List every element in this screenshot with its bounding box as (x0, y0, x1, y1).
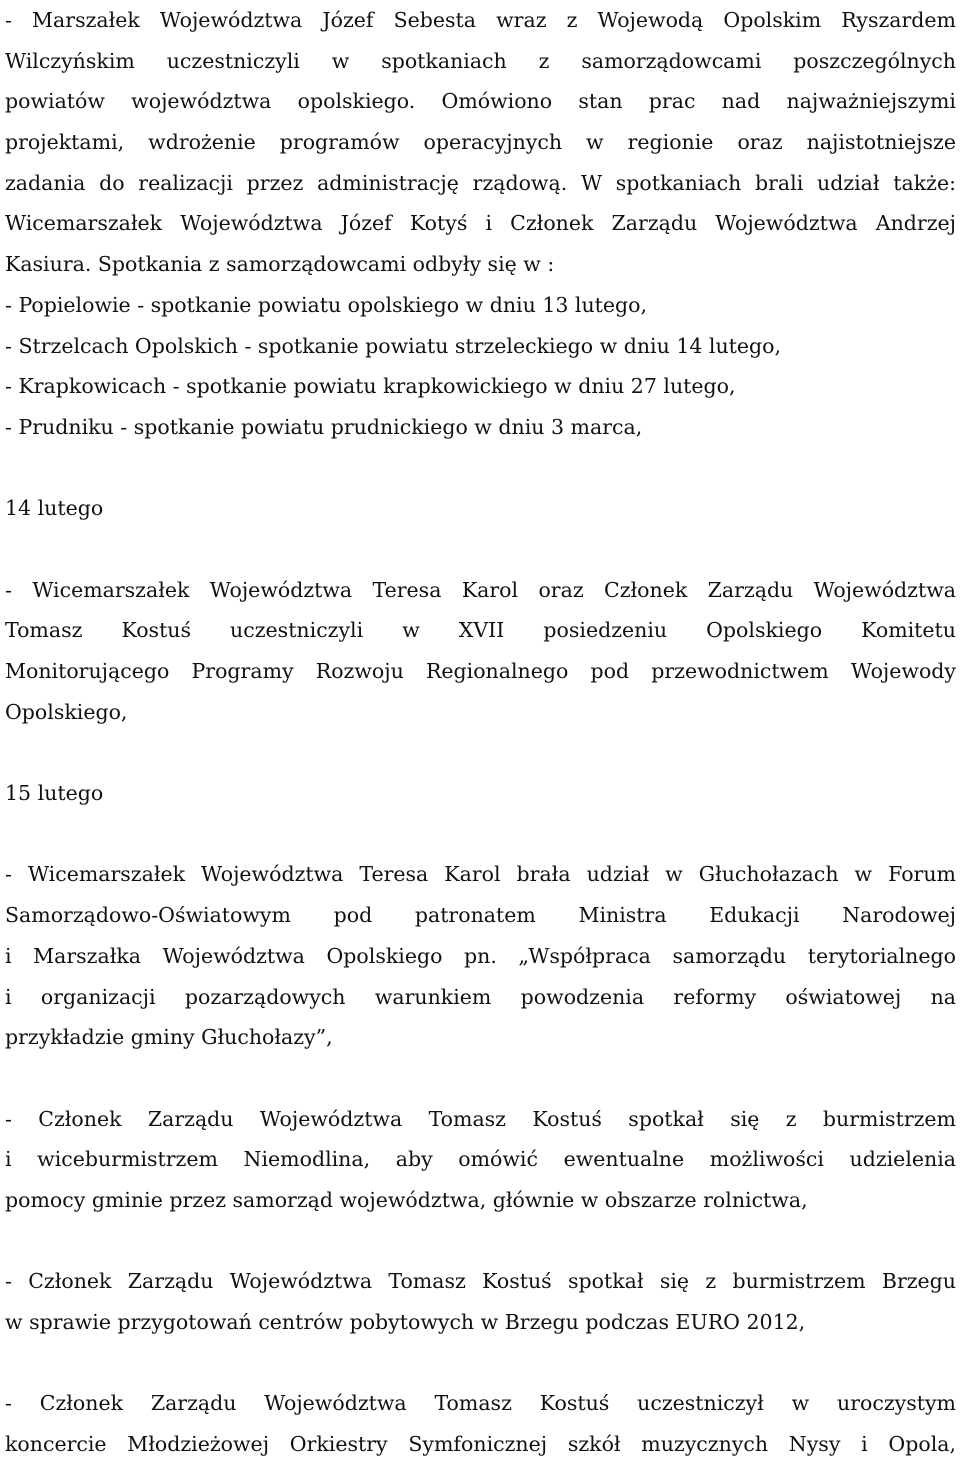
text-line: koncercie Młodzieżowej Orkiestry Symfonicznej szkół muzycznych Nysy i Opola, (5, 1432, 956, 1457)
spacer (5, 529, 956, 570)
spacer (5, 448, 956, 489)
date-heading: 15 lutego (5, 781, 104, 806)
list-item: - Popielowie - spotkanie powiatu opolskiego w dniu 13 lutego, (5, 292, 648, 317)
text-line: i organizacji pozarządowych warunkiem powodzenia reformy oświatowej na (5, 984, 956, 1009)
text-line: Monitorującego Programy Rozwoju Regionalnego pod przewodnictwem Wojewody (5, 659, 956, 683)
list-item: - Krapkowicach - spotkanie powiatu krapkowickiego w dniu 27 lutego, (5, 374, 736, 399)
text-line: i wiceburmistrzem Niemodlina, aby omówić ewentualne możliwości udzielenia (5, 1147, 956, 1172)
paragraph-concert (5, 1383, 956, 1464)
spacer (5, 814, 956, 855)
paragraph-brzeg-meeting (5, 1261, 956, 1342)
spacer (5, 1343, 956, 1384)
text-line: powiatów województwa opolskiego. Omówiono stan prac nad najważniejszymi (5, 89, 956, 114)
spacer (5, 1058, 956, 1099)
text-line: Opolskiego, (5, 699, 128, 724)
text-line: w sprawie przygotowań centrów pobytowych w Brzegu podczas EURO 2012, (5, 1310, 806, 1334)
text-line: - Członek Zarządu Województwa Tomasz Kostuś spotkał się z burmistrzem (5, 1106, 956, 1131)
text-line: pomocy gminie przez samorząd województwa, głównie w obszarze rolnictwa, (5, 1187, 808, 1212)
spacer (5, 732, 956, 773)
text-line: przykładzie gminy Głuchołazy”, (5, 1025, 333, 1050)
text-line: - Wicemarszałek Województwa Teresa Karol oraz Członek Zarządu Województwa (5, 577, 956, 602)
text-line: Tomasz Kostuś uczestniczyli w XVII posiedzeniu Opolskiego Komitetu (5, 618, 956, 643)
list-item: - Prudniku - spotkanie powiatu prudnickiego w dniu 3 marca, (5, 414, 643, 439)
paragraph-education-forum (5, 854, 956, 1057)
text-line: projektami, wdrożenie programów operacyjnych w regionie oraz najistotniejsze (5, 130, 956, 155)
text-line: - Wicemarszałek Województwa Teresa Karol brała udział w Głuchołazach w Forum (5, 862, 956, 887)
document-page (5, 0, 956, 1465)
list-item: - Strzelcach Opolskich - spotkanie powiatu strzeleckiego w dniu 14 lutego, (5, 333, 782, 358)
meetings-list (5, 285, 956, 448)
text-line: Wilczyńskim uczestniczyli w spotkaniach z samorządowcami poszczególnych (5, 48, 956, 73)
paragraph-niemodlin-meeting (5, 1099, 956, 1221)
text-line: Kasiura. Spotkania z samorządowcami odbyły się w : (5, 252, 555, 277)
text-line: - Marszałek Województwa Józef Sebesta wraz z Wojewodą Opolskim Ryszardem (5, 8, 956, 32)
text-line: Samorządowo-Oświatowym pod patronatem Ministra Edukacji Narodowej (5, 903, 956, 928)
date-heading: 14 lutego (5, 496, 104, 521)
text-line: i Marszałka Województwa Opolskiego pn. „Współpraca samorządu terytorialnego (5, 943, 956, 968)
text-line: Wicemarszałek Województwa Józef Kotyś i Członek Zarządu Województwa Andrzej (5, 211, 956, 236)
paragraph-marshal-meetings (5, 0, 956, 285)
spacer (5, 1221, 956, 1262)
paragraph-monitoring-committee (5, 570, 956, 733)
text-line: zadania do realizacji przez administrację rządową. W spotkaniach brali udział także: (5, 170, 956, 195)
text-line: - Członek Zarządu Województwa Tomasz Kostuś uczestniczył w uroczystym (5, 1391, 956, 1416)
text-line: - Członek Zarządu Województwa Tomasz Kostuś spotkał się z burmistrzem Brzegu (5, 1269, 956, 1294)
